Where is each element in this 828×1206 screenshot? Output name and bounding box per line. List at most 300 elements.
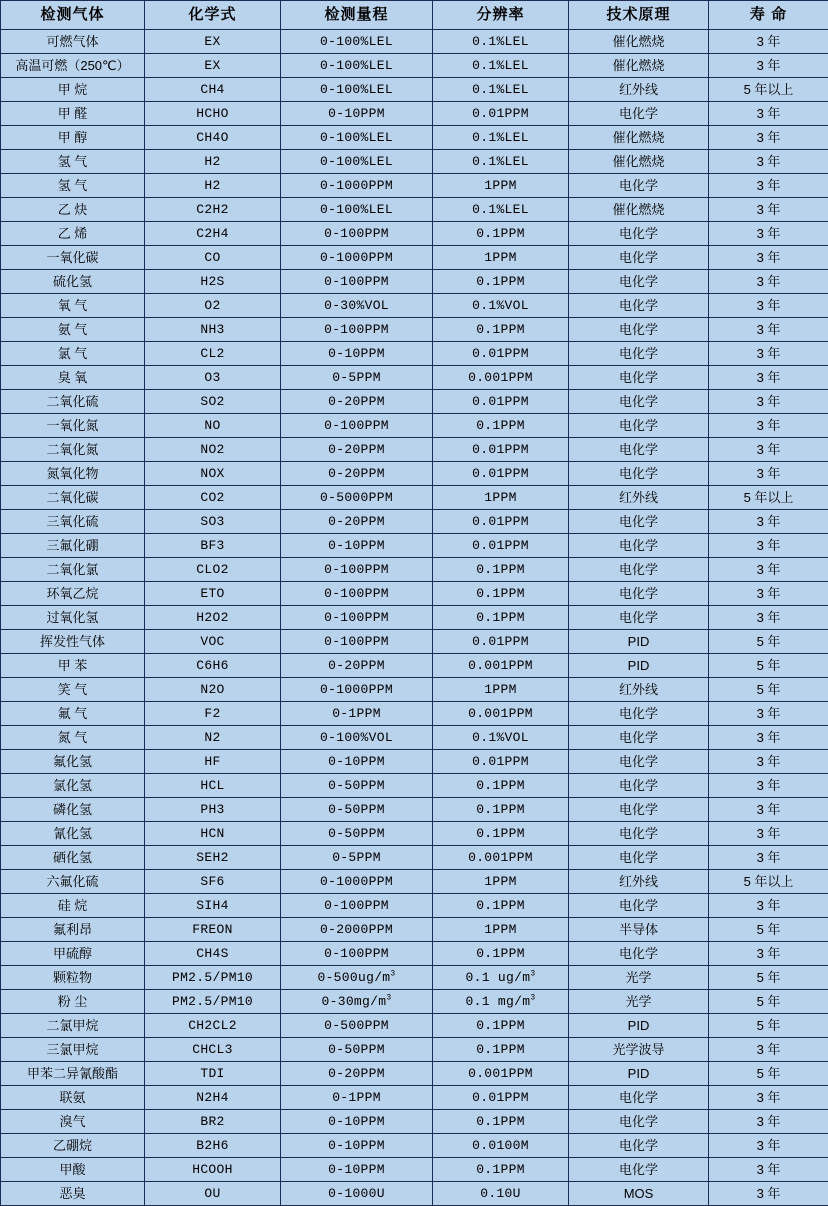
cell-range: 0-100PPM [281,942,433,966]
cell-gas: 笑 气 [1,678,145,702]
cell-resolution: 0.1PPM [433,270,569,294]
cell-range: 0-1000PPM [281,678,433,702]
cell-gas: 氟利昂 [1,918,145,942]
table-row [1,582,828,606]
cell-tech: 电化学 [569,438,709,462]
cell-resolution: 0.1PPM [433,1014,569,1038]
table-row [1,1158,828,1182]
cell-formula: CH4S [145,942,281,966]
cell-tech: 红外线 [569,678,709,702]
table-row [1,438,828,462]
cell-life: 3 年 [709,462,828,486]
cell-gas: 氯 气 [1,342,145,366]
cell-formula: BR2 [145,1110,281,1134]
cell-formula: NO [145,414,281,438]
cell-range: 0-10PPM [281,534,433,558]
cell-formula: C2H2 [145,198,281,222]
table-row [1,750,828,774]
cell-range: 0-10PPM [281,342,433,366]
cell-life: 3 年 [709,558,828,582]
cell-gas: 甲苯二异氰酸酯 [1,1062,145,1086]
cell-resolution: 0.1%LEL [433,78,569,102]
cell-gas: 二氧化碳 [1,486,145,510]
cell-range: 0-1PPM [281,702,433,726]
cell-life: 3 年 [709,702,828,726]
cell-range: 0-100%LEL [281,150,433,174]
cell-resolution: 1PPM [433,918,569,942]
cell-tech: 电化学 [569,390,709,414]
cell-tech: 半导体 [569,918,709,942]
cell-range: 0-100PPM [281,270,433,294]
cell-formula: H2 [145,174,281,198]
cell-life: 3 年 [709,750,828,774]
cell-tech: 电化学 [569,942,709,966]
cell-life: 3 年 [709,798,828,822]
cell-resolution: 0.1%LEL [433,150,569,174]
cell-gas: 甲酸 [1,1158,145,1182]
cell-formula: SO3 [145,510,281,534]
cell-resolution: 0.1PPM [433,822,569,846]
cell-resolution: 0.01PPM [433,390,569,414]
cell-tech: PID [569,654,709,678]
cell-life: 5 年 [709,1014,828,1038]
cell-range: 0-100%LEL [281,198,433,222]
cell-tech: 催化燃烧 [569,126,709,150]
cell-range: 0-10PPM [281,1158,433,1182]
cell-tech: 电化学 [569,774,709,798]
table-row [1,870,828,894]
cell-gas: 过氧化氢 [1,606,145,630]
cell-resolution: 0.01PPM [433,534,569,558]
cell-gas: 粉 尘 [1,990,145,1014]
cell-range: 0-50PPM [281,774,433,798]
cell-formula: CH2CL2 [145,1014,281,1038]
cell-tech: 电化学 [569,246,709,270]
cell-formula: C6H6 [145,654,281,678]
cell-life: 3 年 [709,582,828,606]
cell-life: 3 年 [709,510,828,534]
cell-resolution: 0.1PPM [433,1038,569,1062]
cell-formula: H2S [145,270,281,294]
cell-resolution: 1PPM [433,870,569,894]
cell-tech: 电化学 [569,726,709,750]
cell-life: 3 年 [709,1182,828,1206]
cell-formula: PM2.5/PM10 [145,966,281,990]
cell-tech: PID [569,1014,709,1038]
table-row [1,270,828,294]
cell-resolution: 0.1PPM [433,414,569,438]
cell-life: 3 年 [709,270,828,294]
cell-resolution: 0.001PPM [433,654,569,678]
cell-tech: 催化燃烧 [569,54,709,78]
cell-resolution: 0.01PPM [433,510,569,534]
table-row [1,366,828,390]
cell-range: 0-100PPM [281,582,433,606]
cell-resolution: 0.01PPM [433,438,569,462]
cell-life: 3 年 [709,294,828,318]
cell-gas: 六氟化硫 [1,870,145,894]
cell-formula: F2 [145,702,281,726]
cell-resolution: 0.01PPM [433,342,569,366]
cell-tech: 电化学 [569,558,709,582]
cell-resolution: 0.1 $ug/m^3$ [433,966,569,990]
cell-formula: SO2 [145,390,281,414]
table-row [1,846,828,870]
table-row [1,966,828,990]
table-row [1,798,828,822]
cell-gas: 联氨 [1,1086,145,1110]
cell-range: 0-100PPM [281,222,433,246]
cell-gas: 恶臭 [1,1182,145,1206]
cell-resolution: 0.1PPM [433,942,569,966]
table-row [1,942,828,966]
table-row [1,486,828,510]
table-row [1,222,828,246]
cell-range: 0-100%VOL [281,726,433,750]
cell-life: 3 年 [709,30,828,54]
cell-resolution: 0.1%LEL [433,30,569,54]
column-header-gas: 检测气体 [1,1,145,30]
cell-resolution: 0.1PPM [433,1158,569,1182]
cell-tech: 电化学 [569,1086,709,1110]
cell-tech: 电化学 [569,702,709,726]
cell-formula: SF6 [145,870,281,894]
cell-tech: 红外线 [569,870,709,894]
cell-tech: 电化学 [569,582,709,606]
cell-range: 0-100PPM [281,894,433,918]
table-row [1,294,828,318]
cell-formula: EX [145,54,281,78]
cell-range: 0-20PPM [281,438,433,462]
table-row [1,198,828,222]
table-row [1,342,828,366]
table-row [1,78,828,102]
cell-range: 0-20PPM [281,510,433,534]
table-row [1,126,828,150]
cell-life: 3 年 [709,774,828,798]
table-row [1,246,828,270]
cell-range: 0-10PPM [281,1134,433,1158]
cell-gas: 氮 气 [1,726,145,750]
cell-range: 0-100%LEL [281,54,433,78]
table-row [1,606,828,630]
cell-gas: 氟 气 [1,702,145,726]
cell-life: 3 年 [709,942,828,966]
cell-life: 3 年 [709,366,828,390]
cell-formula: CH4O [145,126,281,150]
table-row [1,630,828,654]
column-header-resolution: 分辨率 [433,1,569,30]
cell-formula: SEH2 [145,846,281,870]
cell-gas: 硅 烷 [1,894,145,918]
table-row [1,558,828,582]
cell-life: 3 年 [709,246,828,270]
cell-resolution: 0.1PPM [433,606,569,630]
cell-life: 5 年 [709,990,828,1014]
cell-tech: 红外线 [569,486,709,510]
cell-formula: SIH4 [145,894,281,918]
cell-gas: 乙 烯 [1,222,145,246]
cell-range: 0-50PPM [281,798,433,822]
cell-formula: O3 [145,366,281,390]
cell-tech: 催化燃烧 [569,30,709,54]
cell-resolution: 0.001PPM [433,702,569,726]
cell-resolution: 0.1 $mg/m^3$ [433,990,569,1014]
cell-gas: 甲硫醇 [1,942,145,966]
cell-formula: CLO2 [145,558,281,582]
cell-tech: 电化学 [569,1134,709,1158]
cell-resolution: 0.1PPM [433,894,569,918]
cell-formula: NOX [145,462,281,486]
cell-gas: 氟化氢 [1,750,145,774]
cell-resolution: 0.10U [433,1182,569,1206]
cell-life: 3 年 [709,198,828,222]
cell-gas: 乙 炔 [1,198,145,222]
cell-range: 0-500PPM [281,1014,433,1038]
cell-life: 3 年 [709,390,828,414]
cell-tech: 红外线 [569,78,709,102]
cell-resolution: 0.1PPM [433,318,569,342]
cell-life: 3 年 [709,342,828,366]
cell-formula: C2H4 [145,222,281,246]
cell-formula: O2 [145,294,281,318]
table-row [1,894,828,918]
table-row [1,150,828,174]
cell-range: 0-10PPM [281,750,433,774]
cell-gas: 甲 醇 [1,126,145,150]
cell-tech: 光学波导 [569,1038,709,1062]
cell-formula: HCN [145,822,281,846]
cell-gas: 氢 气 [1,174,145,198]
cell-formula: CL2 [145,342,281,366]
table-row [1,726,828,750]
cell-tech: 电化学 [569,798,709,822]
cell-gas: 硒化氢 [1,846,145,870]
cell-range: 0-30%VOL [281,294,433,318]
cell-resolution: 0.1PPM [433,798,569,822]
cell-life: 5 年以上 [709,78,828,102]
cell-formula: B2H6 [145,1134,281,1158]
cell-resolution: 1PPM [433,678,569,702]
cell-formula: PH3 [145,798,281,822]
cell-range: 0-1000PPM [281,174,433,198]
cell-tech: 电化学 [569,894,709,918]
cell-gas: 氧 气 [1,294,145,318]
cell-life: 3 年 [709,1134,828,1158]
cell-gas: 可燃气体 [1,30,145,54]
cell-life: 3 年 [709,606,828,630]
cell-formula: HCHO [145,102,281,126]
cell-life: 5 年 [709,1062,828,1086]
table-row [1,678,828,702]
cell-formula: CO2 [145,486,281,510]
cell-resolution: 0.1%LEL [433,126,569,150]
cell-tech: 电化学 [569,462,709,486]
cell-range: 0-100PPM [281,318,433,342]
cell-tech: 光学 [569,966,709,990]
cell-life: 5 年 [709,678,828,702]
cell-tech: PID [569,1062,709,1086]
cell-formula: H2O2 [145,606,281,630]
cell-range: 0-10PPM [281,102,433,126]
cell-tech: 电化学 [569,846,709,870]
cell-range: 0-100%LEL [281,126,433,150]
cell-gas: 氰化氢 [1,822,145,846]
cell-range: 0-1000PPM [281,246,433,270]
table-row [1,702,828,726]
cell-resolution: 0.1PPM [433,1110,569,1134]
cell-life: 3 年 [709,222,828,246]
cell-resolution: 0.01PPM [433,102,569,126]
cell-life: 5 年 [709,966,828,990]
cell-resolution: 0.1PPM [433,222,569,246]
cell-gas: 乙硼烷 [1,1134,145,1158]
cell-tech: 电化学 [569,822,709,846]
cell-formula: TDI [145,1062,281,1086]
cell-resolution: 0.001PPM [433,846,569,870]
cell-resolution: 0.01PPM [433,750,569,774]
cell-tech: MOS [569,1182,709,1206]
cell-life: 5 年 [709,918,828,942]
cell-range: 0-5PPM [281,846,433,870]
cell-resolution: 0.1%VOL [433,294,569,318]
cell-resolution: 0.0100M [433,1134,569,1158]
cell-gas: 三氯甲烷 [1,1038,145,1062]
cell-resolution: 0.01PPM [433,462,569,486]
cell-resolution: 0.01PPM [433,630,569,654]
table-row [1,1038,828,1062]
cell-gas: 二氧化氯 [1,558,145,582]
cell-gas: 挥发性气体 [1,630,145,654]
table-row [1,414,828,438]
cell-resolution: 1PPM [433,246,569,270]
cell-formula: PM2.5/PM10 [145,990,281,1014]
cell-life: 3 年 [709,1110,828,1134]
cell-resolution: 0.001PPM [433,366,569,390]
cell-range: 0-100PPM [281,606,433,630]
cell-range: 0-100PPM [281,414,433,438]
cell-range: 0-50PPM [281,1038,433,1062]
cell-range: 0-20PPM [281,654,433,678]
cell-range: 0-1000U [281,1182,433,1206]
cell-formula: N2H4 [145,1086,281,1110]
cell-tech: 电化学 [569,102,709,126]
cell-life: 3 年 [709,1086,828,1110]
cell-tech: 电化学 [569,510,709,534]
cell-life: 3 年 [709,894,828,918]
cell-life: 3 年 [709,414,828,438]
cell-life: 3 年 [709,534,828,558]
cell-range: 0-10PPM [281,1110,433,1134]
table-header-row [1,1,828,30]
cell-formula: N2O [145,678,281,702]
cell-resolution: 1PPM [433,486,569,510]
cell-range: 0-2000PPM [281,918,433,942]
cell-tech: 电化学 [569,1110,709,1134]
cell-tech: 电化学 [569,270,709,294]
table-row [1,102,828,126]
cell-tech: 电化学 [569,414,709,438]
cell-gas: 甲 烷 [1,78,145,102]
cell-gas: 氨 气 [1,318,145,342]
table-row [1,1110,828,1134]
cell-formula: OU [145,1182,281,1206]
cell-life: 5 年以上 [709,870,828,894]
table-row [1,54,828,78]
cell-life: 5 年 [709,630,828,654]
table-row [1,918,828,942]
cell-range: 0-20PPM [281,390,433,414]
column-header-tech: 技术原理 [569,1,709,30]
cell-life: 3 年 [709,174,828,198]
cell-range: 0-20PPM [281,1062,433,1086]
cell-life: 3 年 [709,1038,828,1062]
cell-gas: 硫化氢 [1,270,145,294]
cell-life: 3 年 [709,1158,828,1182]
table-row [1,1086,828,1110]
cell-tech: PID [569,630,709,654]
table-row [1,1014,828,1038]
cell-tech: 催化燃烧 [569,198,709,222]
cell-formula: CH4 [145,78,281,102]
cell-tech: 电化学 [569,222,709,246]
table-row [1,774,828,798]
table-row [1,1134,828,1158]
cell-resolution: 0.1%VOL [433,726,569,750]
cell-tech: 电化学 [569,342,709,366]
cell-life: 3 年 [709,318,828,342]
table-row [1,534,828,558]
cell-gas: 环氧乙烷 [1,582,145,606]
cell-range: 0-100%LEL [281,78,433,102]
cell-range: 0-5PPM [281,366,433,390]
cell-tech: 电化学 [569,366,709,390]
cell-range: 0-50PPM [281,822,433,846]
table-row [1,318,828,342]
cell-formula: ETO [145,582,281,606]
cell-resolution: 1PPM [433,174,569,198]
cell-gas: 氮氧化物 [1,462,145,486]
cell-range: 0-1000PPM [281,870,433,894]
cell-life: 3 年 [709,438,828,462]
cell-formula: NH3 [145,318,281,342]
cell-range: 0-100PPM [281,558,433,582]
cell-life: 3 年 [709,150,828,174]
cell-gas: 溴气 [1,1110,145,1134]
cell-formula: N2 [145,726,281,750]
cell-life: 3 年 [709,54,828,78]
cell-range: 0-1PPM [281,1086,433,1110]
cell-tech: 电化学 [569,750,709,774]
table-row [1,822,828,846]
cell-tech: 催化燃烧 [569,150,709,174]
cell-range: 0-100%LEL [281,30,433,54]
cell-life: 3 年 [709,822,828,846]
cell-gas: 氯化氢 [1,774,145,798]
cell-resolution: 0.1%LEL [433,198,569,222]
cell-formula: CO [145,246,281,270]
cell-resolution: 0.1PPM [433,774,569,798]
cell-life: 3 年 [709,846,828,870]
cell-formula: HCOOH [145,1158,281,1182]
cell-formula: HF [145,750,281,774]
cell-tech: 电化学 [569,318,709,342]
cell-formula: HCL [145,774,281,798]
cell-gas: 颗粒物 [1,966,145,990]
table-row [1,30,828,54]
cell-formula: NO2 [145,438,281,462]
cell-gas: 氢 气 [1,150,145,174]
